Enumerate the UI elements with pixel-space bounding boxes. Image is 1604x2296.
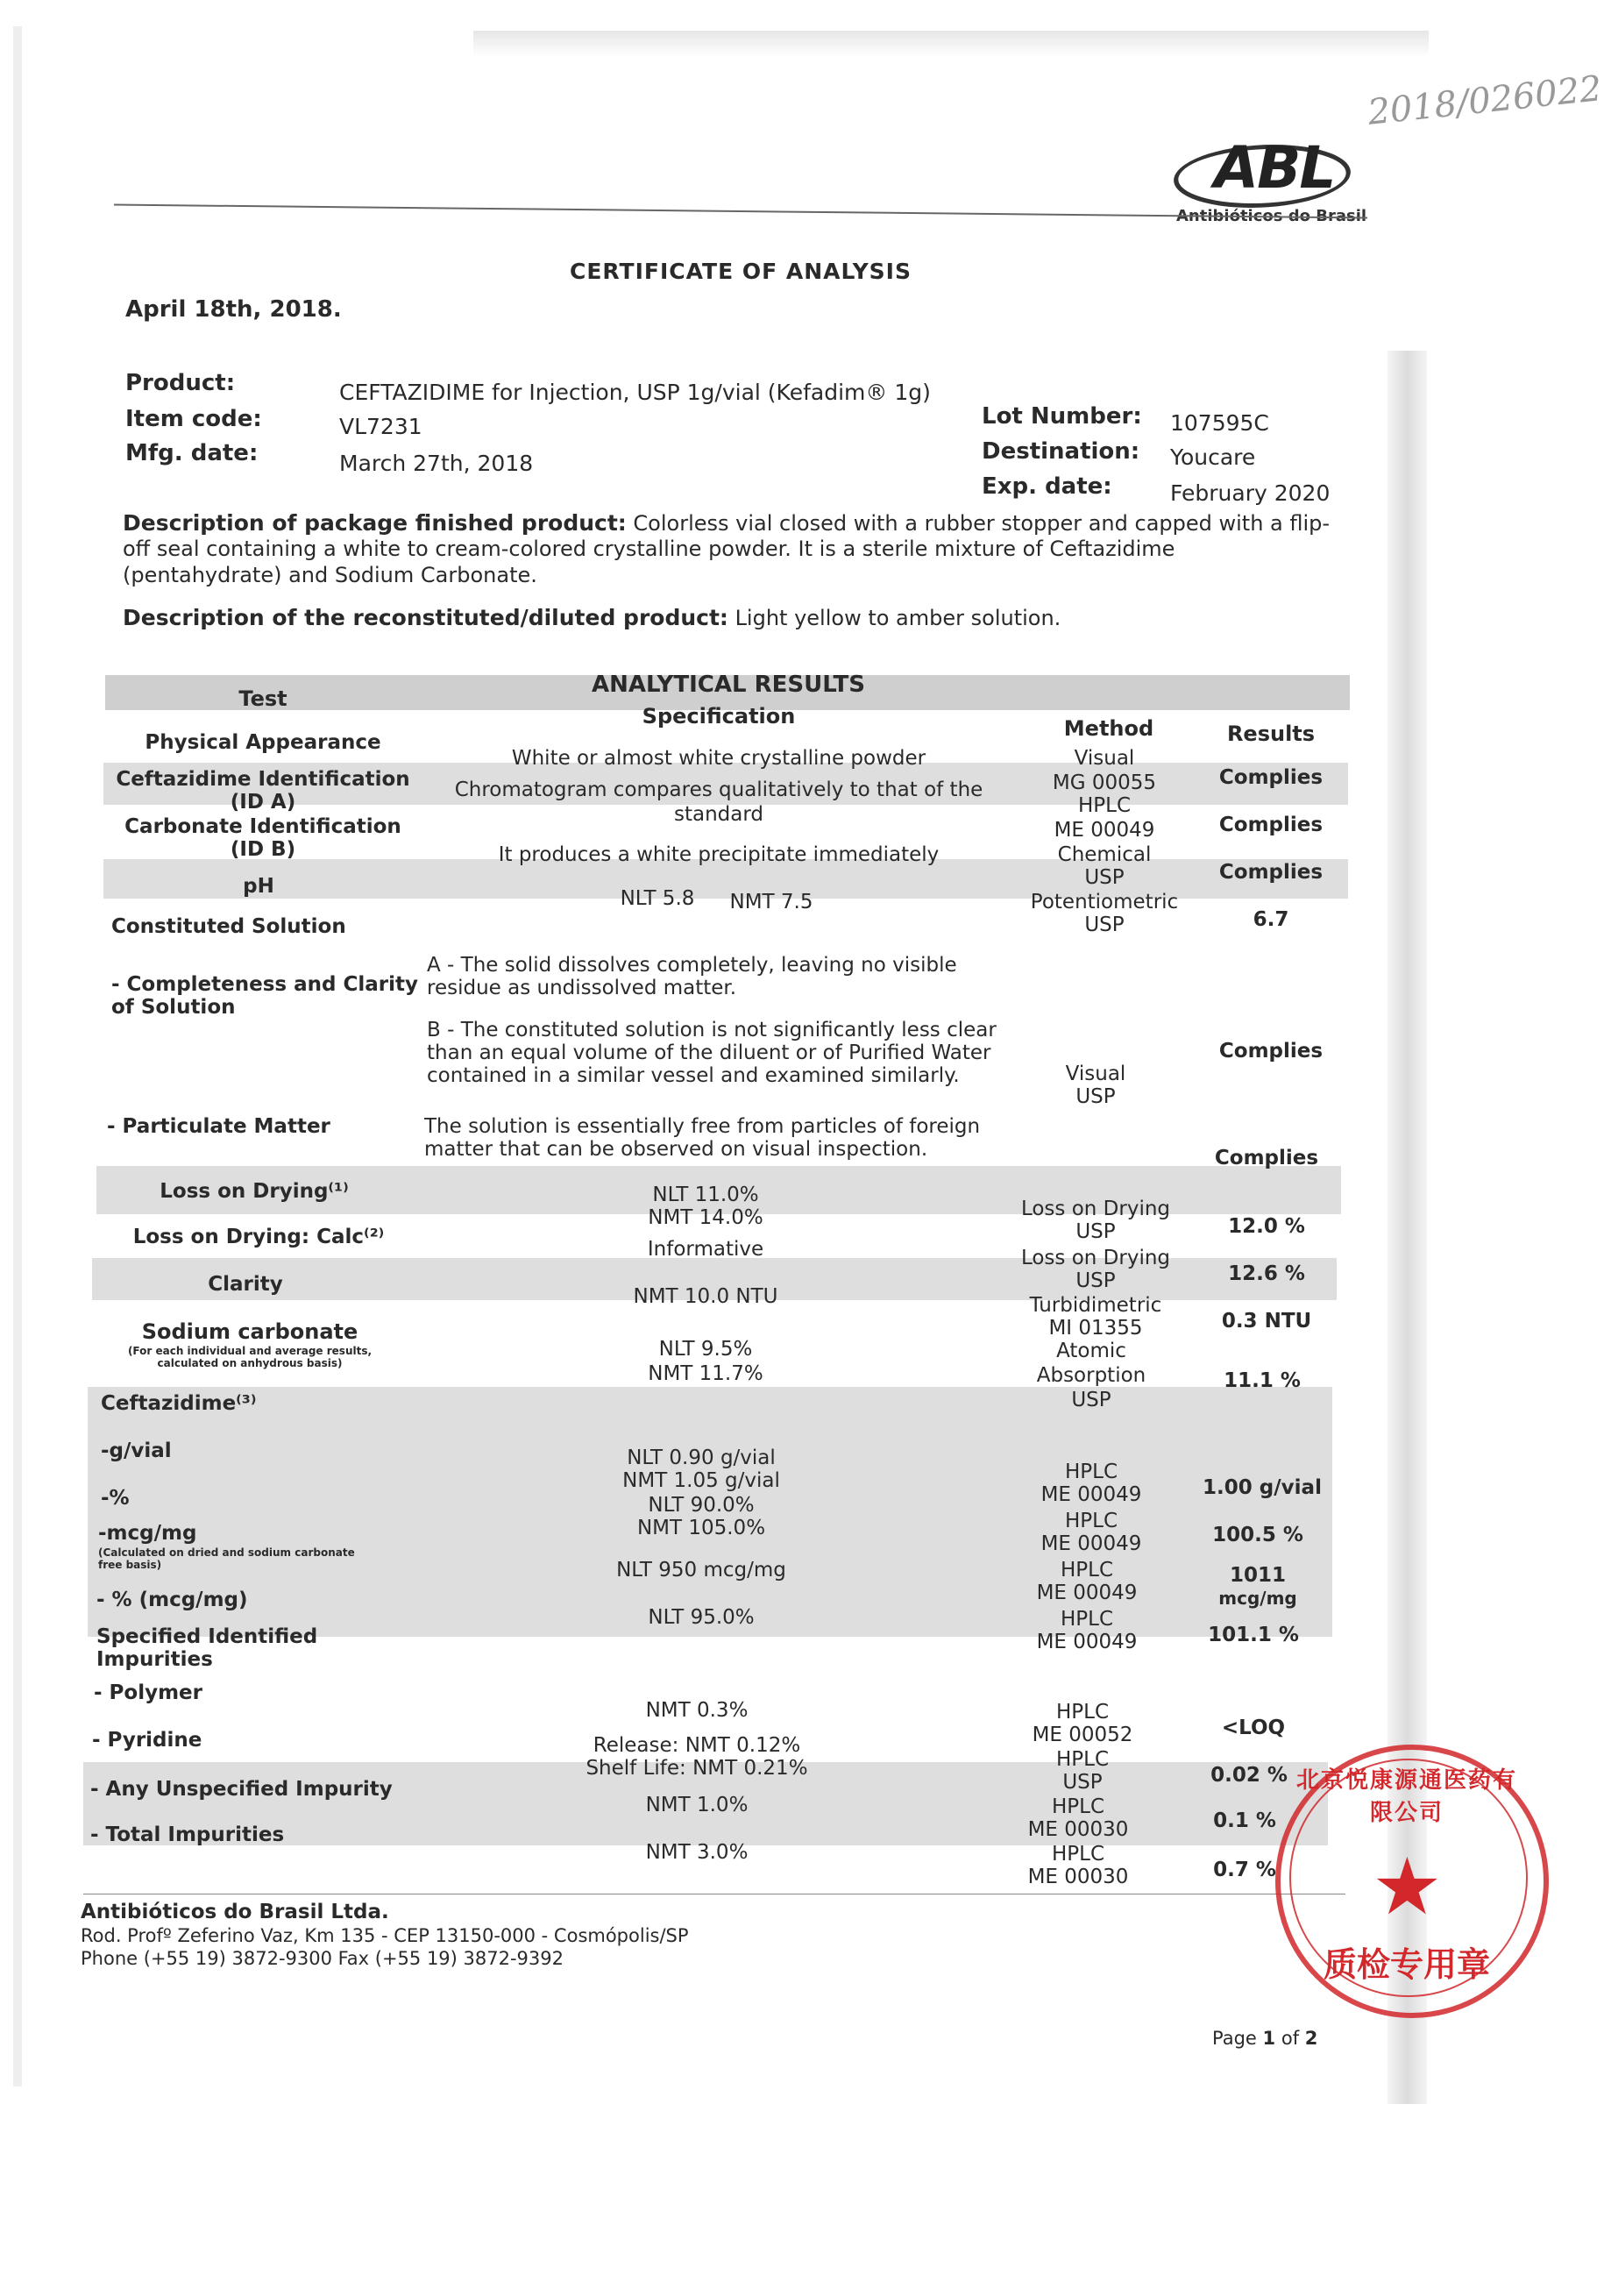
document-title: CERTIFICATE OF ANALYSIS (570, 259, 912, 284)
spec-ceftazidime-id-2: standard (673, 803, 764, 826)
test-clarity: Clarity (208, 1273, 283, 1296)
spec-completeness-b1: B - The constituted solution is not significantly less clear (427, 1019, 997, 1041)
test-ceftazidime-id-1: Ceftazidime Identification (116, 768, 410, 791)
mfg-date-value: March 27th, 2018 (339, 451, 534, 476)
test-any-unspecified-impurity: - Any Unspecified Impurity (90, 1778, 393, 1801)
exp-date-label: Exp. date: (982, 473, 1112, 500)
spec-completeness-b3: contained in a similar vessel and examined similarly. (427, 1064, 960, 1087)
method-physical-appearance-2: MG 00055 (1052, 771, 1157, 794)
header-specification: Specification (642, 704, 796, 729)
spec-total-impurities: NMT 3.0% (645, 1841, 749, 1864)
header-test: Test (238, 686, 287, 711)
spec-ceftazidime-id-1: Chromatogram compares qualitatively to that of the (454, 778, 983, 801)
method-mcg-per-mg-1: HPLC (1060, 1559, 1114, 1582)
spec-particulate-1: The solution is essentially free from particles of foreign (424, 1115, 981, 1138)
method-lod-calc-2: USP (1075, 1269, 1116, 1292)
footer-address: Rod. Profº Zeferino Vaz, Km 135 - CEP 13150-000 - Cosmópolis/SP (81, 1925, 689, 1946)
test-mcg-per-mg: -mcg/mg (98, 1522, 197, 1545)
method-any-unspecified-1: HPLC (1051, 1795, 1105, 1818)
impurities-heading-1: Specified Identified (96, 1625, 318, 1648)
spec-lod-nmt: NMT 14.0% (648, 1206, 763, 1229)
scan-edge-left (13, 26, 22, 2086)
test-physical-appearance: Physical Appearance (145, 731, 381, 754)
method-ceftazidime-id-2: ME 00049 (1054, 819, 1155, 842)
method-ph-2: USP (1084, 913, 1125, 936)
test-completeness-2: of Solution (111, 996, 236, 1019)
result-lod: 12.0 % (1228, 1215, 1305, 1238)
destination-value: Youcare (1170, 444, 1256, 470)
spec-particulate-2: matter that can be observed on visual inspection. (424, 1138, 928, 1161)
method-sodium-carbonate-2: Absorption (1036, 1364, 1146, 1387)
constituted-solution-heading: Constituted Solution (111, 915, 346, 938)
result-any-unspecified-impurity: 0.1 % (1213, 1809, 1276, 1832)
spec-percent-nmt: NMT 105.0% (636, 1517, 766, 1539)
spec-ph-nmt: NMT 7.5 (729, 891, 813, 913)
lot-number-value: 107595C (1170, 410, 1269, 436)
abl-logo (1175, 136, 1350, 206)
spec-percent-mcg-mg: NLT 95.0% (648, 1606, 755, 1629)
reconstituted-text: Light yellow to amber solution. (735, 606, 1061, 630)
package-description-label: Description of package finished product: (123, 510, 627, 536)
method-percent-mcg-mg-2: ME 00049 (1036, 1631, 1138, 1653)
spec-g-per-vial-nlt: NLT 0.90 g/vial (627, 1447, 776, 1469)
page-prefix: Page (1212, 2028, 1257, 2049)
method-g-per-vial-2: ME 00049 (1040, 1483, 1142, 1506)
item-code-label: Item code: (125, 406, 262, 432)
method-percent-mcg-mg-1: HPLC (1060, 1608, 1114, 1631)
method-clarity-2: MI 01355 (1048, 1317, 1143, 1340)
spec-pyridine-release: Release: NMT 0.12% (593, 1734, 801, 1757)
reconstituted-description (123, 605, 1061, 630)
test-ceftazidime-id-2: (ID A) (230, 791, 296, 814)
test-carbonate-id-2: (ID B) (230, 838, 296, 861)
seal-star-icon: ★ (1372, 1841, 1443, 1933)
spec-completeness-a2: residue as undissolved matter. (427, 977, 737, 999)
page-total: 2 (1304, 2028, 1318, 2049)
sodium-carbonate-note-2: calculated on anhydrous basis) (157, 1357, 343, 1369)
spec-ph-nlt: NLT 5.8 (620, 887, 695, 910)
method-carbonate-id-2: USP (1084, 866, 1125, 889)
method-polymer-2: ME 00052 (1032, 1724, 1133, 1746)
method-sodium-carbonate-1: Atomic (1056, 1340, 1126, 1362)
method-sodium-carbonate-3: USP (1071, 1389, 1111, 1411)
mcg-per-mg-note-1: (Calculated on dried and sodium carbonate (98, 1546, 355, 1559)
spec-sodium-carbonate-nlt: NLT 9.5% (658, 1338, 753, 1361)
spec-lod-calc: Informative (647, 1238, 764, 1261)
method-percent-2: ME 00049 (1040, 1532, 1142, 1555)
test-polymer: - Polymer (94, 1681, 202, 1704)
mfg-date-label: Mfg. date: (125, 440, 259, 466)
document-date: April 18th, 2018. (125, 296, 342, 323)
spec-any-unspecified-impurity: NMT 1.0% (645, 1794, 749, 1816)
scan-edge-top (473, 31, 1429, 57)
spec-completeness-a1: A - The solid dissolves completely, leaving no visible (427, 954, 957, 977)
result-clarity: 0.3 NTU (1221, 1310, 1312, 1333)
spec-polymer: NMT 0.3% (645, 1699, 749, 1722)
exp-date-value: February 2020 (1170, 480, 1331, 506)
item-code-value: VL7231 (339, 414, 422, 439)
lot-number-label: Lot Number: (982, 403, 1142, 430)
spec-clarity: NMT 10.0 NTU (633, 1285, 778, 1308)
method-physical-appearance-1: Visual (1074, 747, 1135, 770)
method-ph-1: Potentiometric (1030, 891, 1179, 913)
product-label: Product: (125, 370, 236, 396)
package-description-line-3: (pentahydrate) and Sodium Carbonate. (123, 563, 537, 587)
method-lod-1: Loss on Drying (1020, 1198, 1171, 1220)
test-carbonate-id-1: Carbonate Identification (124, 815, 401, 838)
test-ph: pH (243, 875, 274, 898)
test-completeness-1: - Completeness and Clarity (111, 973, 418, 996)
result-sodium-carbonate: 11.1 % (1224, 1369, 1301, 1392)
test-loss-on-drying: Loss on Drying⁽¹⁾ (160, 1180, 349, 1203)
method-polymer-1: HPLC (1055, 1701, 1110, 1724)
destination-label: Destination: (982, 438, 1140, 465)
result-pyridine: 0.02 % (1210, 1764, 1288, 1787)
sodium-carbonate-note-1: (For each individual and average results, (127, 1345, 373, 1357)
seal-top-text: 北京悦康源通医药有限公司 (1295, 1767, 1517, 1826)
package-description-line-2: off seal containing a white to cream-colored crystalline powder. It is a sterile mixture of Ceftazidime (123, 537, 1175, 561)
result-ceftazidime-id: Complies (1218, 814, 1324, 836)
spec-completeness-b2: than an equal volume of the diluent or of Purified Water (427, 1041, 991, 1064)
spec-mcg-per-mg: NLT 950 mcg/mg (616, 1559, 786, 1582)
method-ceftazidime-id-1: HPLC (1077, 794, 1132, 817)
test-g-per-vial: -g/vial (101, 1439, 172, 1462)
test-lod-calc: Loss on Drying: Calc⁽²⁾ (132, 1226, 385, 1248)
result-lod-calc: 12.6 % (1228, 1262, 1305, 1285)
method-carbonate-id-1: Chemical (1057, 843, 1152, 866)
spec-physical-appearance: White or almost white crystalline powder (511, 747, 926, 770)
footer-phone: Phone (+55 19) 3872-9300 Fax (+55 19) 3872-9392 (81, 1948, 564, 1969)
table-title: ANALYTICAL RESULTS (592, 672, 865, 698)
spec-percent-nlt: NLT 90.0% (648, 1494, 755, 1517)
page-current: 1 (1262, 2028, 1276, 2049)
method-lod-calc-1: Loss on Drying (1020, 1247, 1171, 1269)
result-percent: 100.5 % (1212, 1524, 1303, 1546)
header-results: Results (1226, 721, 1316, 746)
method-total-impurities-1: HPLC (1051, 1843, 1105, 1866)
page-of: of (1281, 2028, 1300, 2049)
result-particulate: Complies (1214, 1147, 1319, 1169)
test-sodium-carbonate: Sodium carbonate (141, 1319, 358, 1344)
package-description (123, 510, 1350, 537)
method-pyridine-2: USP (1062, 1771, 1103, 1794)
test-percent: -% (101, 1487, 130, 1510)
footer-company: Antibióticos do Brasil Ltda. (81, 1901, 389, 1923)
spec-pyridine-shelf-life: Shelf Life: NMT 0.21% (586, 1757, 808, 1780)
method-pyridine-1: HPLC (1055, 1748, 1110, 1771)
product-value: CEFTAZIDIME for Injection, USP 1g/vial (Kefadim® 1g) (339, 380, 931, 405)
method-lod-2: USP (1075, 1220, 1116, 1243)
spec-g-per-vial-nmt: NMT 1.05 g/vial (622, 1469, 780, 1492)
logo-mark: ABL (1214, 134, 1335, 202)
test-percent-mcg-mg: - % (mcg/mg) (96, 1589, 248, 1611)
test-particulate-matter: - Particulate Matter (107, 1115, 330, 1138)
result-mcg-per-mg-2: mcg/mg (1218, 1588, 1297, 1609)
package-description-text-1: Colorless vial closed with a rubber stopper and capped with a flip- (633, 511, 1331, 536)
result-physical-appearance: Complies (1218, 766, 1324, 789)
result-percent-mcg-mg: 101.1 % (1208, 1624, 1299, 1646)
method-completeness-1: Visual (1065, 1063, 1126, 1085)
method-mcg-per-mg-2: ME 00049 (1036, 1582, 1138, 1604)
mcg-per-mg-note-2: free basis) (98, 1559, 162, 1571)
handwritten-note: 2018/026022 (1366, 68, 1604, 133)
method-completeness-2: USP (1075, 1085, 1116, 1108)
impurities-heading-2: Impurities (96, 1648, 213, 1671)
method-total-impurities-2: ME 00030 (1027, 1866, 1129, 1888)
spec-sodium-carbonate-nmt: NMT 11.7% (648, 1362, 763, 1385)
reconstituted-label: Description of the reconstituted/diluted product: (123, 605, 728, 630)
result-polymer: <LOQ (1221, 1717, 1286, 1739)
result-g-per-vial: 1.00 g/vial (1203, 1476, 1322, 1499)
spec-lod-nlt: NLT 11.0% (652, 1184, 759, 1206)
spec-carbonate-id: It produces a white precipitate immediately (498, 843, 940, 866)
test-pyridine: - Pyridine (92, 1729, 202, 1752)
result-carbonate-id: Complies (1218, 861, 1324, 884)
seal-bottom-text: 质检专用章 (1323, 1945, 1490, 1984)
method-g-per-vial-1: HPLC (1064, 1461, 1118, 1483)
result-ph: 6.7 (1253, 908, 1289, 931)
result-total-impurities: 0.7 % (1213, 1859, 1276, 1881)
test-total-impurities: - Total Impurities (90, 1823, 285, 1846)
result-mcg-per-mg-1: 1011 (1229, 1564, 1286, 1587)
method-clarity-1: Turbidimetric (1029, 1294, 1162, 1317)
method-percent-1: HPLC (1064, 1510, 1118, 1532)
method-any-unspecified-2: ME 00030 (1027, 1818, 1129, 1841)
header-method: Method (1063, 716, 1154, 741)
result-completeness: Complies (1218, 1040, 1324, 1063)
page-number (1212, 2028, 1317, 2049)
ceftazidime-heading: Ceftazidime⁽³⁾ (101, 1392, 257, 1415)
